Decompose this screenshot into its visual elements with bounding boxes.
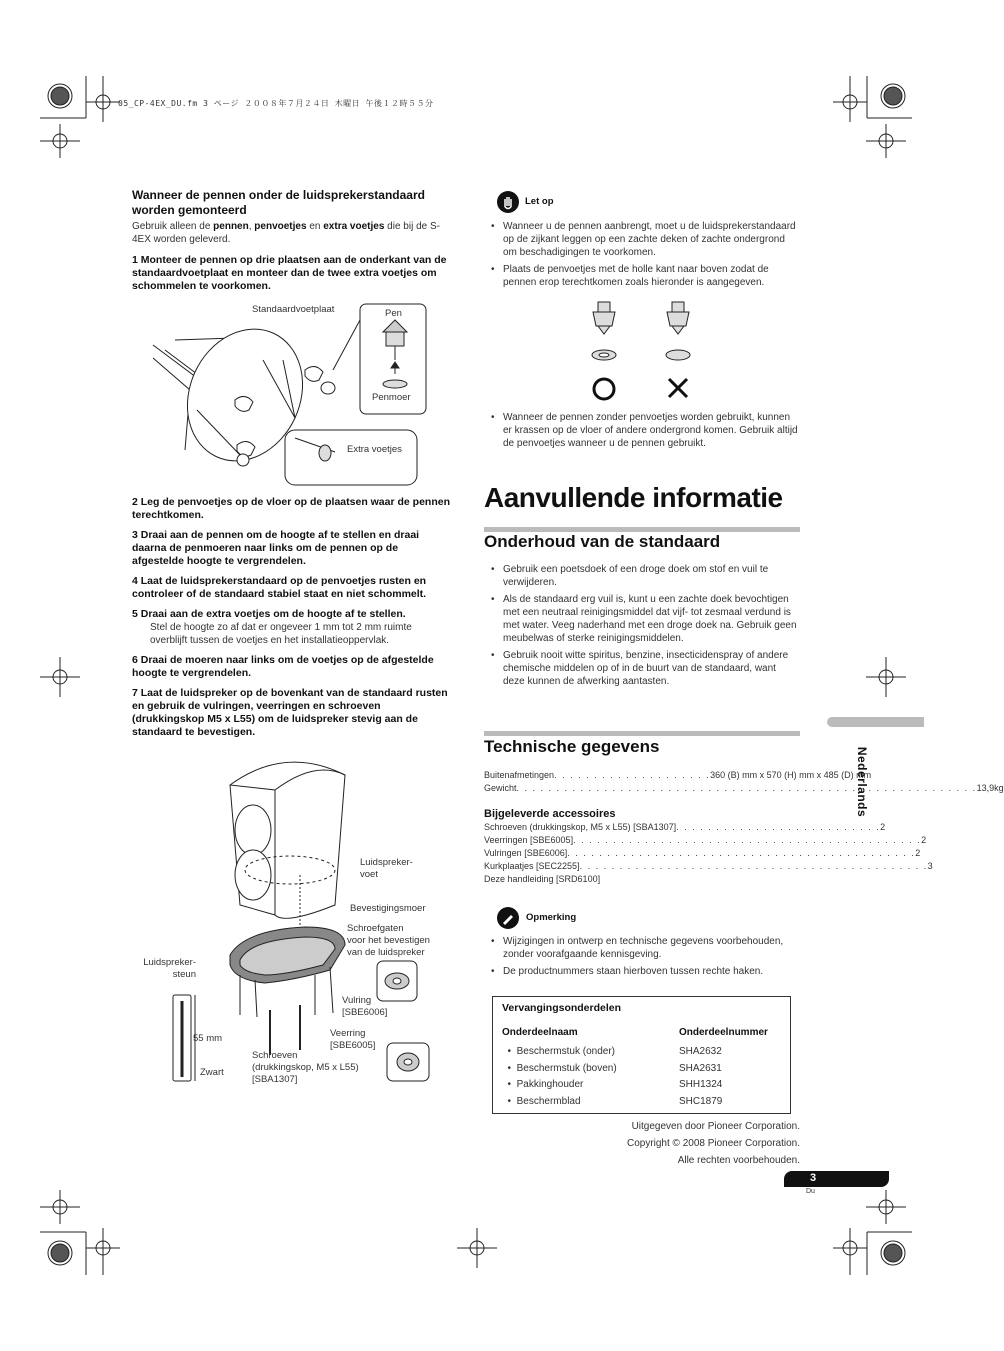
replacement-title: Vervangingsonderdelen xyxy=(502,1002,622,1014)
note-title: Opmerking xyxy=(526,912,577,923)
caution-bullet-2: • Plaats de penvoetjes met de holle kant naar boven zodat de pennen erop terechtkomen zoals hieronder is aangegeven. xyxy=(485,263,800,289)
step-2: 2 Leg de penvoetjes op de vloer op de plaatsen waar de pennen terechtkomen. xyxy=(132,496,450,521)
label-standaardvoetplaat: Standaardvoetplaat xyxy=(252,304,335,315)
step-5-note: Stel de hoogte zo af dat er ongeveer 1 mm tot 2 mm ruimte overblijft tussen de voetjes en het installatieoppervlak. xyxy=(150,622,412,646)
maintenance-bullet-2: • Als de standaard erg vuil is, kunt u een zachte doek bevochtigen met een neutraal reinigingsmiddel dat vijf- tot zesmaal verdund is met water. Veeg naderhand met een droge doek na. Gebruik geen meubelwas of sterke reinigingsmiddelen. xyxy=(485,593,800,645)
label-zwart: Zwart xyxy=(200,1067,224,1078)
step-3: 3 Draai aan de pennen om de hoogte af te stellen en draai daarna de penmoeren naar links om de pennen op de afgestelde hoogte te vergrendelen. xyxy=(132,529,420,567)
main-title: Aanvullende informatie xyxy=(484,482,783,513)
file-header: 05_CP-4EX_DU.fm 3 ページ ２００８年７月２４日 木曜日 午後１２時５５分 xyxy=(118,99,434,108)
incorrect-cross-icon xyxy=(669,379,687,397)
replacement-row: • Beschermblad SHC1879 xyxy=(502,1095,723,1107)
step-6: 6 Draai de moeren naar links om de voetjes op de afgestelde hoogte te vergrendelen. xyxy=(132,654,434,679)
figure-spike-orientation xyxy=(585,298,705,404)
copyright: Copyright © 2008 Pioneer Corporation. xyxy=(626,1138,800,1149)
label-55mm: 55 mm xyxy=(193,1033,223,1044)
accessory-row: Vulringen [SBE6006] . . . . . . . . . . . . . . . . . . . . . . . . . . . . . . . . . . . . . . . . . . . . 2 xyxy=(484,848,921,858)
accessory-row: Kurkplaatjes [SEC2255] . . . . . . . . . . . . . . . . . . . . . . . . . . . . . . . . . . . . . . . . . . . . 3 xyxy=(484,861,933,871)
label-schroefgaten: Schroefgaten voor het bevestigen van de luidspreker xyxy=(347,923,430,958)
caution-bullet-1: • Wanneer u de pennen aanbrengt, moet u de luidsprekerstandaard op de zijkant leggen op een zachte deken of zachte ondergrond om beschadigingen te voorkomen. xyxy=(485,220,800,259)
page-number-badge xyxy=(784,1171,889,1187)
step-1: 1 Monteer de pennen op drie plaatsen aan de onderkant van de standaardvoetplaat en monteer dan de twee extra voetjes om schommelen te voorkomen. xyxy=(132,254,447,292)
accessory-row: Veerringen [SBE6005] . . . . . . . . . . . . . . . . . . . . . . . . . . . . . . . . . . . . . . . . . . . . 2 xyxy=(484,835,927,845)
label-penmoer: Penmoer xyxy=(372,392,411,403)
accessory-row: Deze handleiding [SRD6100] xyxy=(484,874,601,884)
publisher: Uitgegeven door Pioneer Corporation. xyxy=(631,1121,800,1132)
replacement-row: • Pakkinghouder SHH1324 xyxy=(502,1079,723,1090)
maintenance-bullet-1: • Gebruik een poetsdoek of een droge doek om stof en vuil te verwijderen. xyxy=(485,563,800,589)
label-luidspreker-voet: Luidspreker- voet xyxy=(360,857,413,880)
label-veerring: Veerring [SBE6005] xyxy=(330,1028,376,1051)
correct-circle-icon xyxy=(594,379,614,399)
caution-hand-icon xyxy=(497,191,519,213)
label-bevestigingsmoer: Bevestigingsmoer xyxy=(350,903,426,914)
col-header-number: Onderdeelnummer xyxy=(679,1027,768,1038)
lang-code: Du xyxy=(806,1188,815,1195)
spec-row: Buitenafmetingen . . . . . . . . . . . . . . . . . . . . 360 (B) mm x 570 (H) mm x 485 (D) mm xyxy=(484,770,872,780)
label-schroeven: Schroeven (drukkingskop, M5 x L55) [SBA1307] xyxy=(252,1050,359,1085)
replacement-parts-box xyxy=(492,996,791,1114)
step-5: 5 Draai aan de extra voetjes om de hoogte af te stellen. xyxy=(132,608,406,620)
accessories-title: Bijgeleverde accessoires xyxy=(484,808,616,820)
note-bullet-2: • De productnummers staan hierboven tussen rechte haken. xyxy=(485,965,800,978)
label-extra-voetjes: Extra voetjes xyxy=(347,444,402,455)
label-luidspreker-steun: Luidspreker- steun xyxy=(143,957,196,980)
accessory-row: Schroeven (drukkingskop, M5 x L55) [SBA1307] . . . . . . . . . . . . . . . . . . . . . . . . . . 2 xyxy=(484,822,886,832)
step-4: 4 Laat de luidsprekerstandaard op de penvoetjes rusten en controleer of de standaard stabiel staat en niet schommelt. xyxy=(132,575,427,600)
section-rule xyxy=(484,731,800,736)
maintenance-bullet-3: • Gebruik nooit witte spiritus, benzine, insecticidenspray of andere chemische middelen op of in de buurt van de standaard, want deze kunnen de afwerking aantasten. xyxy=(485,649,800,688)
note-bullet-1: • Wijzigingen in ontwerp en technische gegevens voorbehouden, zonder voorafgaande kennisgeving. xyxy=(485,935,800,961)
intro-paragraph: Gebruik alleen de pennen, penvoetjes en extra voetjes die bij de S-4EX worden geleverd. xyxy=(132,221,440,245)
rights: Alle rechten voorbehouden. xyxy=(677,1155,800,1166)
side-tab-bar xyxy=(827,717,924,727)
spec-row: Gewicht . . . . . . . . . . . . . . . . . . . . . . . . . . . . . . . . . . . . . . . . . . . . . . . . . . . . . . . . . . 13,9kg xyxy=(484,783,1004,793)
caution-bullet-3: • Wanneer de pennen zonder penvoetjes worden gebruikt, kunnen er krassen op de vloer of andere ondergrond komen. Gebruik altijd de penvoetjes wanneer u de pennen gebruikt. xyxy=(485,411,800,450)
step-7: 7 Laat de luidspreker op de bovenkant van de standaard rusten en gebruik de vulringen, veerringen en schroeven (drukkingskop M5 x L55) om de luidspreker stevig aan de standaard te bevestigen. xyxy=(132,687,448,738)
label-pen: Pen xyxy=(385,308,402,319)
section-title-technische: Technische gegevens xyxy=(484,737,660,756)
replacement-row: • Beschermstuk (onder) SHA2632 xyxy=(502,1046,722,1057)
section-heading-pennen: Wanneer de pennen onder de luidsprekerstandaard worden gemonteerd xyxy=(132,188,425,217)
label-vulring: Vulring [SBE6006] xyxy=(342,995,388,1018)
note-pencil-icon xyxy=(497,907,519,929)
section-title-onderhoud: Onderhoud van de standaard xyxy=(484,532,721,551)
col-header-name: Onderdeelnaam xyxy=(502,1027,578,1038)
caution-title: Let op xyxy=(525,196,554,207)
page-number: 3 xyxy=(810,1172,817,1184)
side-tab-language: Nederlands xyxy=(855,746,869,818)
replacement-row: • Beschermstuk (boven) SHA2631 xyxy=(502,1062,722,1074)
